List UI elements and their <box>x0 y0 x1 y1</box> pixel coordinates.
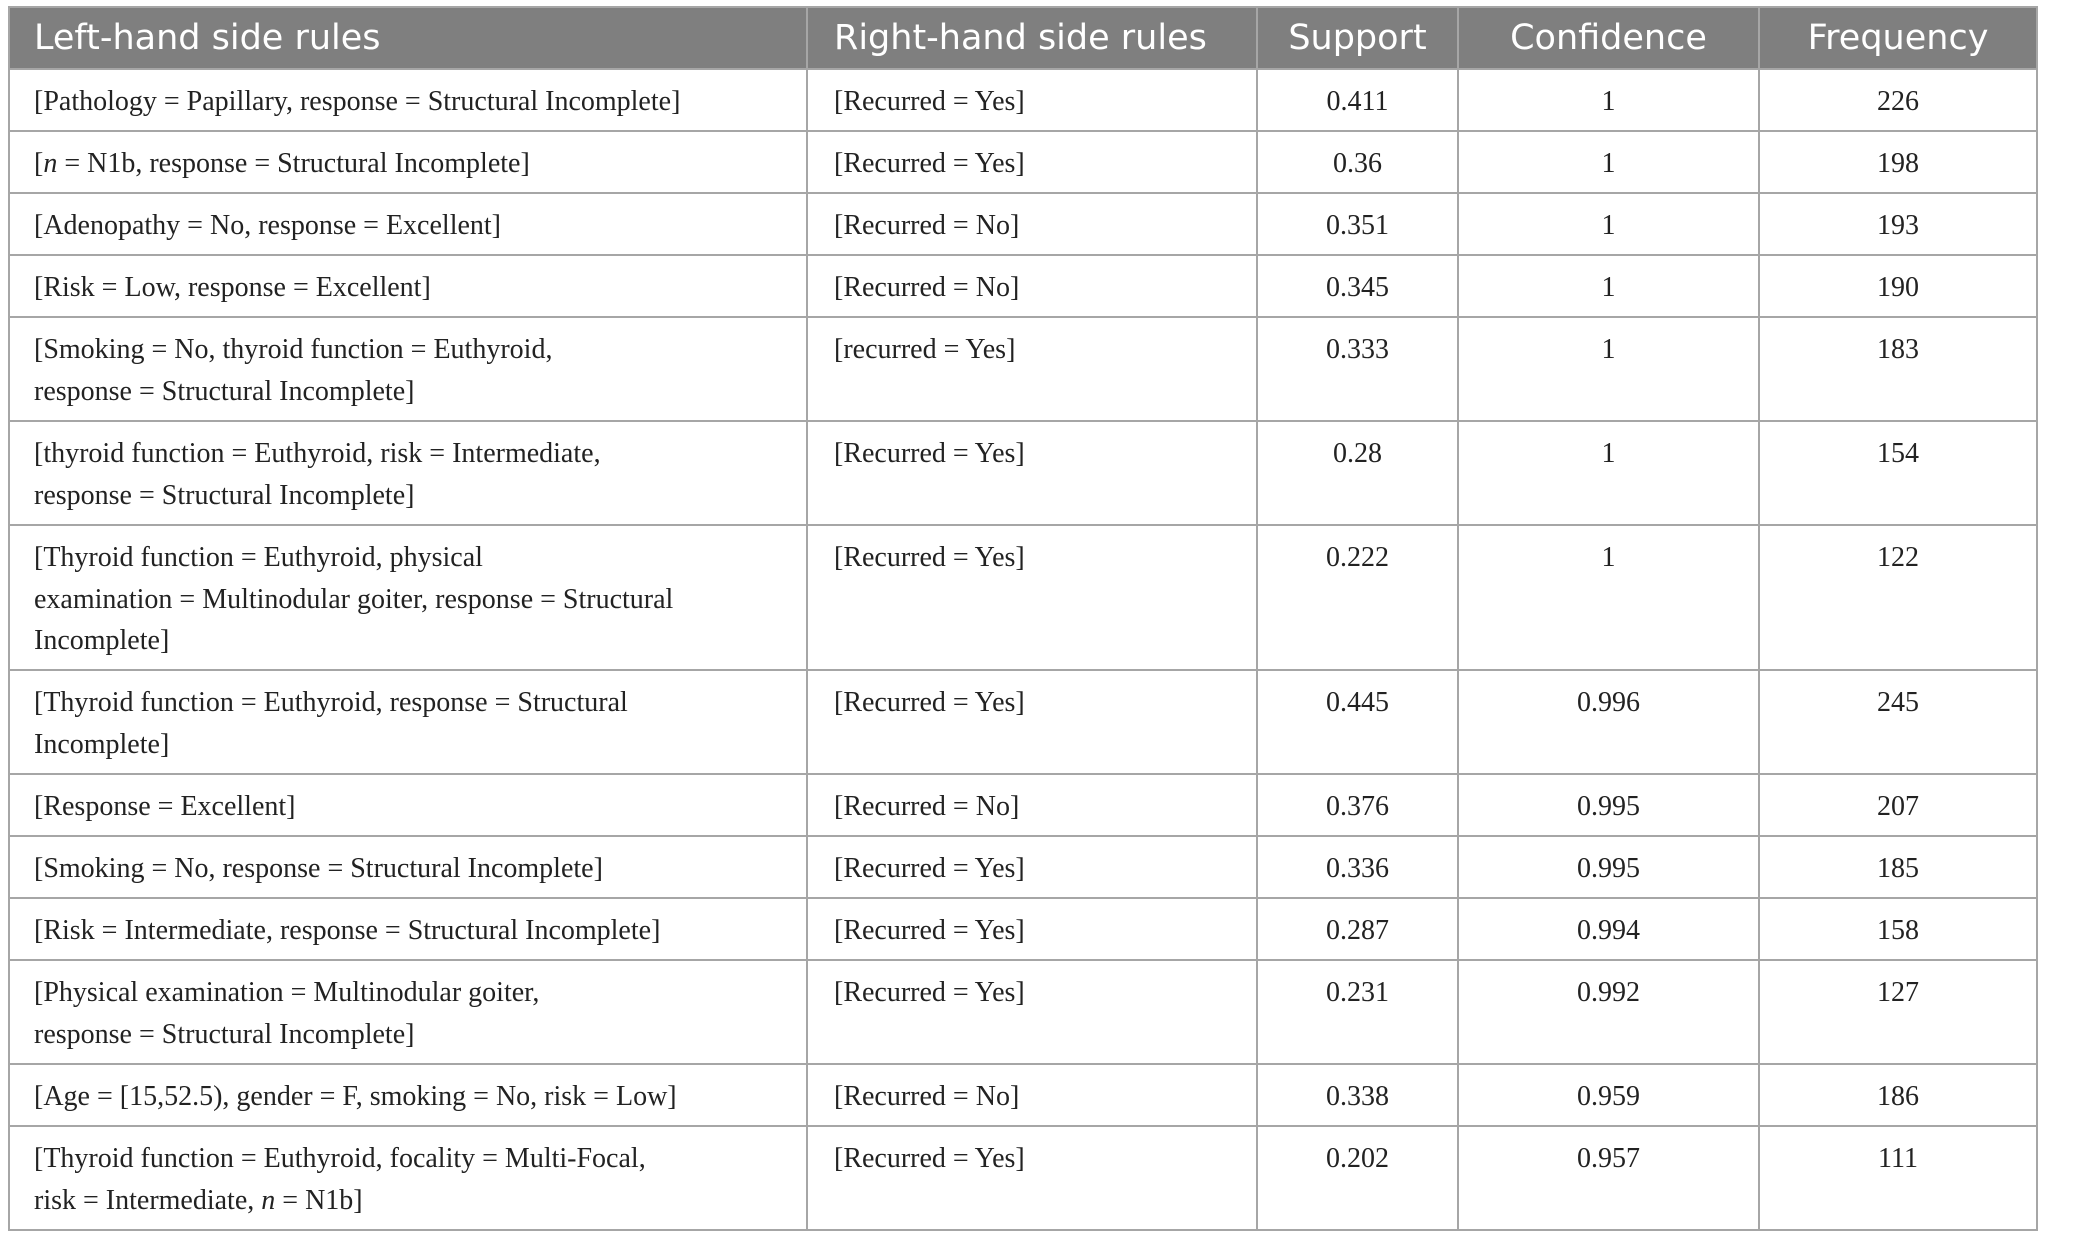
rhs-cell: [Recurred = No] <box>807 774 1257 836</box>
frequency-cell: 226 <box>1759 69 2037 131</box>
confidence-cell: 0.959 <box>1458 1064 1759 1126</box>
lhs-cell: [Physical examination = Multinodular goiter, response = Structural Incomplete] <box>9 960 807 1064</box>
header-confidence: Confidence <box>1458 7 1759 69</box>
confidence-cell: 0.996 <box>1458 670 1759 774</box>
support-cell: 0.231 <box>1257 960 1458 1064</box>
frequency-cell: 207 <box>1759 774 2037 836</box>
rules-table-container <box>8 6 2036 1231</box>
lhs-cell: [Pathology = Papillary, response = Structural Incomplete] <box>9 69 807 131</box>
confidence-cell: 1 <box>1458 69 1759 131</box>
frequency-cell: 193 <box>1759 193 2037 255</box>
confidence-cell: 1 <box>1458 421 1759 525</box>
frequency-cell: 158 <box>1759 898 2037 960</box>
lhs-cell: [Thyroid function = Euthyroid, response = Structural Incomplete] <box>9 670 807 774</box>
frequency-cell: 127 <box>1759 960 2037 1064</box>
lhs-cell: [Risk = Intermediate, response = Structural Incomplete] <box>9 898 807 960</box>
lhs-cell: [thyroid function = Euthyroid, risk = Intermediate, response = Structural Incomplete] <box>9 421 807 525</box>
lhs-cell: [Smoking = No, thyroid function = Euthyroid, response = Structural Incomplete] <box>9 317 807 421</box>
confidence-cell: 0.957 <box>1458 1126 1759 1230</box>
table-row <box>9 255 2037 317</box>
frequency-cell: 190 <box>1759 255 2037 317</box>
rhs-cell: [recurred = Yes] <box>807 317 1257 421</box>
support-cell: 0.445 <box>1257 670 1458 774</box>
lhs-cell: [Response = Excellent] <box>9 774 807 836</box>
lhs-cell: [Age = [15,52.5), gender = F, smoking = No, risk = Low] <box>9 1064 807 1126</box>
table-row <box>9 774 2037 836</box>
frequency-cell: 154 <box>1759 421 2037 525</box>
frequency-cell: 122 <box>1759 525 2037 670</box>
lhs-cell: [Thyroid function = Euthyroid, physical examination = Multinodular goiter, response = Structural Incomplete] <box>9 525 807 670</box>
confidence-cell: 1 <box>1458 317 1759 421</box>
table-row <box>9 421 2037 525</box>
rhs-cell: [Recurred = Yes] <box>807 525 1257 670</box>
confidence-cell: 1 <box>1458 131 1759 193</box>
lhs-cell: [Smoking = No, response = Structural Incomplete] <box>9 836 807 898</box>
support-cell: 0.333 <box>1257 317 1458 421</box>
association-rules-table <box>8 6 2038 1231</box>
frequency-cell: 245 <box>1759 670 2037 774</box>
table-body <box>9 69 2037 1230</box>
table-row <box>9 1126 2037 1230</box>
lhs-cell: [Adenopathy = No, response = Excellent] <box>9 193 807 255</box>
support-cell: 0.202 <box>1257 1126 1458 1230</box>
rhs-cell: [Recurred = Yes] <box>807 421 1257 525</box>
rhs-cell: [Recurred = Yes] <box>807 1126 1257 1230</box>
confidence-cell: 0.995 <box>1458 774 1759 836</box>
support-cell: 0.345 <box>1257 255 1458 317</box>
table-row <box>9 898 2037 960</box>
confidence-cell: 0.994 <box>1458 898 1759 960</box>
table-row <box>9 836 2037 898</box>
rhs-cell: [Recurred = Yes] <box>807 131 1257 193</box>
table-row <box>9 525 2037 670</box>
header-frequency: Frequency <box>1759 7 2037 69</box>
header-lhs-rules: Left-hand side rules <box>9 7 807 69</box>
support-cell: 0.222 <box>1257 525 1458 670</box>
rhs-cell: [Recurred = No] <box>807 1064 1257 1126</box>
lhs-cell: [Thyroid function = Euthyroid, focality = Multi-Focal, risk = Intermediate, n = N1b] <box>9 1126 807 1230</box>
table-row <box>9 1064 2037 1126</box>
table-row <box>9 69 2037 131</box>
rhs-cell: [Recurred = No] <box>807 255 1257 317</box>
rhs-cell: [Recurred = Yes] <box>807 836 1257 898</box>
rhs-cell: [Recurred = Yes] <box>807 670 1257 774</box>
confidence-cell: 0.995 <box>1458 836 1759 898</box>
table-header <box>9 7 2037 69</box>
support-cell: 0.36 <box>1257 131 1458 193</box>
rhs-cell: [Recurred = Yes] <box>807 960 1257 1064</box>
confidence-cell: 1 <box>1458 525 1759 670</box>
frequency-cell: 186 <box>1759 1064 2037 1126</box>
frequency-cell: 111 <box>1759 1126 2037 1230</box>
frequency-cell: 185 <box>1759 836 2037 898</box>
confidence-cell: 0.992 <box>1458 960 1759 1064</box>
confidence-cell: 1 <box>1458 255 1759 317</box>
confidence-cell: 1 <box>1458 193 1759 255</box>
table-row <box>9 960 2037 1064</box>
lhs-cell: [n = N1b, response = Structural Incomplete] <box>9 131 807 193</box>
frequency-cell: 198 <box>1759 131 2037 193</box>
support-cell: 0.287 <box>1257 898 1458 960</box>
header-rhs-rules: Right-hand side rules <box>807 7 1257 69</box>
support-cell: 0.28 <box>1257 421 1458 525</box>
table-row <box>9 193 2037 255</box>
header-support: Support <box>1257 7 1458 69</box>
frequency-cell: 183 <box>1759 317 2037 421</box>
table-row <box>9 317 2037 421</box>
table-row <box>9 131 2037 193</box>
lhs-cell: [Risk = Low, response = Excellent] <box>9 255 807 317</box>
rhs-cell: [Recurred = No] <box>807 193 1257 255</box>
support-cell: 0.338 <box>1257 1064 1458 1126</box>
support-cell: 0.351 <box>1257 193 1458 255</box>
support-cell: 0.336 <box>1257 836 1458 898</box>
rhs-cell: [Recurred = Yes] <box>807 898 1257 960</box>
rhs-cell: [Recurred = Yes] <box>807 69 1257 131</box>
support-cell: 0.376 <box>1257 774 1458 836</box>
table-row <box>9 670 2037 774</box>
header-row <box>9 7 2037 69</box>
support-cell: 0.411 <box>1257 69 1458 131</box>
